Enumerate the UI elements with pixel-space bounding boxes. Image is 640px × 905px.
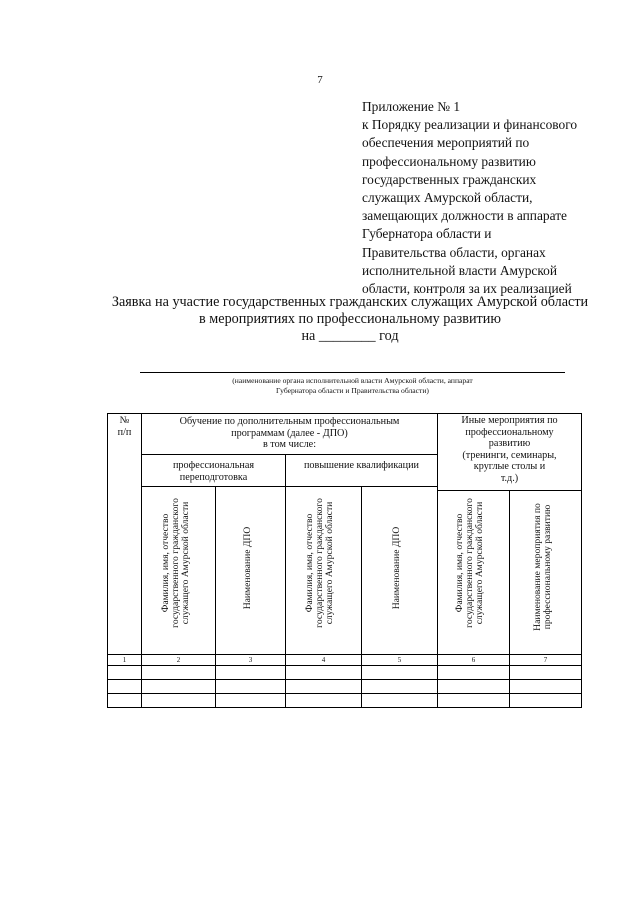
column-number-header: № п/п	[117, 415, 132, 438]
annex-block	[362, 98, 607, 298]
table-line	[361, 486, 362, 708]
page-number: 7	[317, 74, 323, 86]
annex-line: Правительства области, органах	[362, 244, 546, 260]
table-line	[141, 454, 437, 455]
title-line-1: Заявка на участие государственных гражданских служащих Амурской области	[111, 294, 589, 310]
table-line	[509, 490, 510, 708]
title-line-2: в мероприятиях по профессиональному развитию	[199, 311, 501, 327]
annex-line: обеспечения мероприятий по	[362, 135, 530, 151]
annex-line: профессиональному развитию	[362, 153, 536, 169]
document-title	[60, 294, 640, 345]
annex-line: замещающих должности в аппарате	[362, 208, 567, 224]
annex-line: к Порядку реализации и финансового	[362, 117, 578, 133]
caption-line-2: Губернатора области и Правительства области)	[276, 385, 429, 395]
table-line	[215, 486, 216, 708]
table-line	[285, 454, 286, 708]
vertical-header-dpo-name: Наименование ДПО	[391, 526, 402, 610]
annex-line: государственных гражданских	[362, 171, 537, 187]
vertical-header-fio: Фамилия, имя, отчество государственного гражданского служащего Амурской области	[160, 498, 192, 628]
vertical-header-fio: Фамилия, имя, отчество государственного гражданского служащего Амурской области	[304, 498, 336, 628]
organ-name-caption	[140, 376, 565, 395]
annex-line: области, контроля за их реализацией	[362, 281, 572, 297]
organ-name-line	[140, 372, 565, 373]
annex-line: исполнительной власти Амурской	[362, 262, 558, 278]
table-line	[107, 679, 582, 680]
annex-line: Губернатора области и	[362, 226, 492, 242]
column-number: 4	[321, 656, 326, 664]
qualification-header: повышение квалификации	[303, 460, 420, 471]
column-number: 1	[122, 656, 127, 664]
table-border-right	[581, 413, 582, 708]
vertical-header-fio: Фамилия, имя, отчество государственного гражданского служащего Амурской области	[454, 498, 486, 628]
vertical-header-activity-name: Наименование мероприятия по профессиональному развитию	[532, 503, 554, 631]
table-border-top	[107, 413, 582, 414]
vertical-header-dpo-name: Наименование ДПО	[242, 526, 253, 610]
column-number: 7	[543, 656, 548, 664]
column-number: 3	[248, 656, 253, 664]
column-number: 6	[471, 656, 476, 664]
column-number: 5	[397, 656, 402, 664]
dpo-header: Обучение по дополнительным профессиональным программам (далее - ДПО) в том числе:	[179, 416, 400, 451]
retraining-header: профессиональная переподготовка	[172, 460, 255, 483]
table-line	[107, 654, 582, 655]
table-line	[107, 665, 582, 666]
other-activities-header: Иные мероприятия по профессиональному развитию (тренинги, семинары, круглые столы и т.д.)	[461, 415, 558, 484]
caption-line-1: (наименование органа исполнительной власти Амурской области, аппарат	[232, 376, 473, 385]
table-border-bottom	[107, 707, 582, 708]
table-line	[107, 693, 582, 694]
annex-line: служащих Амурской области,	[362, 190, 533, 206]
annex-line: Приложение № 1	[362, 99, 461, 114]
title-line-3: на ________ год	[301, 328, 399, 344]
column-number: 2	[176, 656, 181, 664]
